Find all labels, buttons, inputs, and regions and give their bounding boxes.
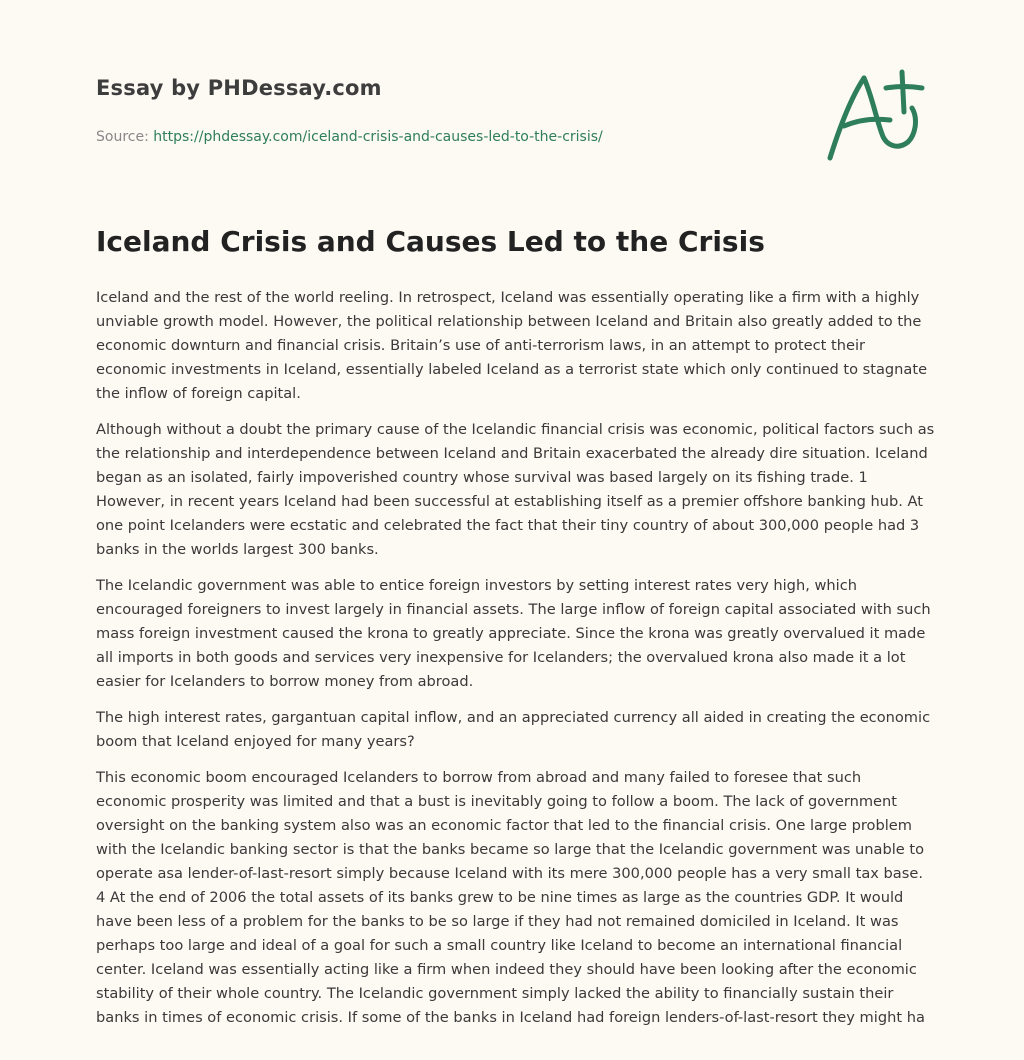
source-line (96, 129, 796, 145)
essay-body (96, 286, 936, 1042)
site-brand: Essay by PHDessay.com (96, 76, 382, 100)
source-label: Source: (96, 129, 154, 145)
essay-paragraph: This economic boom encouraged Icelanders to borrow from abroad and many failed to foresee that such economic prosperity was limited and that a bust is inevitably going to follow a boom. The lack of government oversight on the banking system also was an economic factor that led to the financial crisis. One large problem with the Icelandic banking sector is that the banks became so large that the Icelandic government was unable to operate asa lender-of-last-resort simply because Iceland with its mere 300,000 people has a very small tax base. 4 At the end of 2006 the total assets of its banks grew to be nine times as large as the countries GDP. It would have been less of a problem for the banks to be so large if they had not remained domiciled in Iceland. It was perhaps too large and ideal of a goal for such a small country like Iceland to become an international financial center. Iceland was essentially acting like a firm when indeed they should have been looking after the economic stability of their whole country. The Icelandic government simply lacked the ability to financially sustain their banks in times of economic crisis. If some of the banks in Iceland had foreign lenders-of-last-resort they might ha (96, 769, 925, 1026)
a-plus-logo-icon (820, 66, 930, 166)
source-link[interactable]: https://phdessay.com/iceland-crisis-and-causes-led-to-the-crisis/ (153, 129, 603, 145)
essay-title: Iceland Crisis and Causes Led to the Crisis (96, 225, 765, 258)
essay-paragraph: Although without a doubt the primary cause of the Icelandic financial crisis was economic, political factors such as the relationship and interdependence between Iceland and Britain exacerbated the already dire situation. Iceland began as an isolated, fairly impoverished country whose survival was based largely on its fishing trade. 1 However, in recent years Iceland had been successful at establishing itself as a premier offshore banking hub. At one point Icelanders were ecstatic and celebrated the fact that their tiny country of about 300,000 people had 3 banks in the worlds largest 300 banks. (96, 421, 935, 558)
page-header (96, 76, 796, 145)
essay-paragraph: Iceland and the rest of the world reeling. In retrospect, Iceland was essentially operating like a firm with a highly unviable growth model. However, the political relationship between Iceland and Britain also greatly added to the economic downturn and financial crisis. Britain’s use of anti-terrorism laws, in an attempt to protect their economic investments in Iceland, essentially labeled Iceland as a terrorist state which only continued to stagnate the inflow of foreign capital. (96, 289, 928, 402)
essay-paragraph: The high interest rates, gargantuan capital inflow, and an appreciated currency all aided in creating the economic boom that Iceland enjoyed for many years? (96, 709, 931, 750)
essay-paragraph: The Icelandic government was able to entice foreign investors by setting interest rates very high, which encouraged foreigners to invest largely in financial assets. The large inflow of foreign capital associated with such mass foreign investment caused the krona to greatly appreciate. Since the krona was greatly overvalued it made all imports in both goods and services very inexpensive for Icelanders; the overvalued krona also made it a lot easier for Icelanders to borrow money from abroad. (96, 577, 931, 690)
